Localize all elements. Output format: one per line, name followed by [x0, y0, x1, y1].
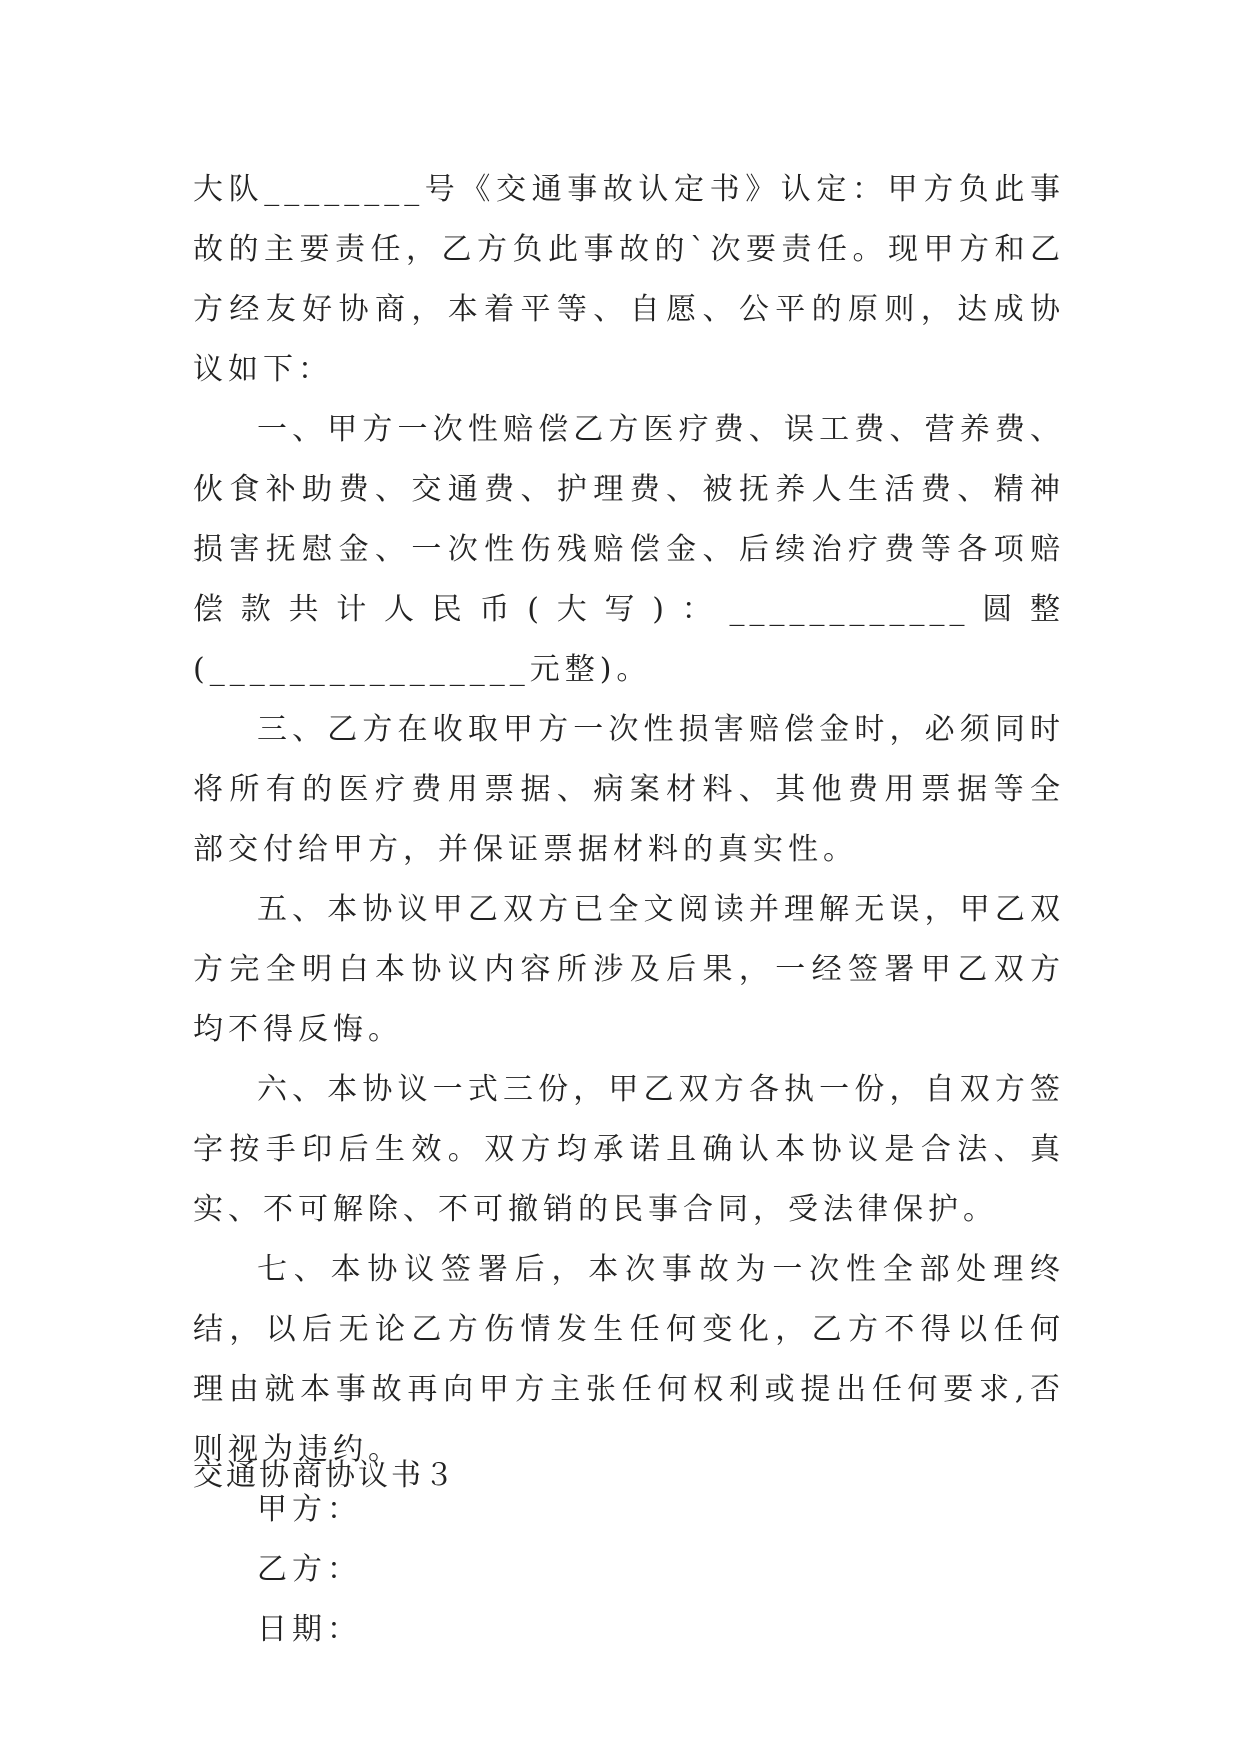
date-signature-line: 日期： — [257, 1612, 362, 1647]
clause-3-paragraph: 三、乙方在收取甲方一次性损害赔偿金时，必须同时将所有的医疗费用票据、病案材料、其他费用票据等全部交付给甲方，并保证票据材料的真实性。 — [193, 712, 1065, 867]
next-section-title: 交通协商协议书３ — [193, 1458, 457, 1493]
intro-paragraph: 大队________号《交通事故认定书》认定：甲方负此事故的主要责任，乙方负此事故的`次要责任。现甲方和乙方经友好协商，本着平等、自愿、公平的原则，达成协议如下： — [193, 172, 1065, 387]
clause-6-paragraph: 六、本协议一式三份，甲乙双方各执一份，自双方签字按手印后生效。双方均承诺且确认本协议是合法、真实、不可解除、不可撤销的民事合同，受法律保护。 — [193, 1072, 1065, 1227]
clause-7-paragraph: 七、本协议签署后，本次事故为一次性全部处理终结，以后无论乙方伤情发生任何变化，乙方不得以任何理由就本事故再向甲方主张任何权利或提出任何要求,否则视为违约。 — [193, 1252, 1065, 1467]
party-a-signature-line: 甲方： — [257, 1492, 362, 1527]
clause-5-paragraph: 五、本协议甲乙双方已全文阅读并理解无误，甲乙双方完全明白本协议内容所涉及后果，一经签署甲乙双方均不得反悔。 — [193, 892, 1065, 1047]
clause-1-paragraph: 一、甲方一次性赔偿乙方医疗费、误工费、营养费、伙食补助费、交通费、护理费、被抚养人生活费、精神损害抚慰金、一次性伤残赔偿金、后续治疗费等各项赔偿款共计人民币(大写)：____________圆整(________________元整)。 — [193, 412, 1065, 687]
party-b-signature-line: 乙方： — [257, 1552, 362, 1587]
agreement-body — [193, 160, 1065, 1660]
